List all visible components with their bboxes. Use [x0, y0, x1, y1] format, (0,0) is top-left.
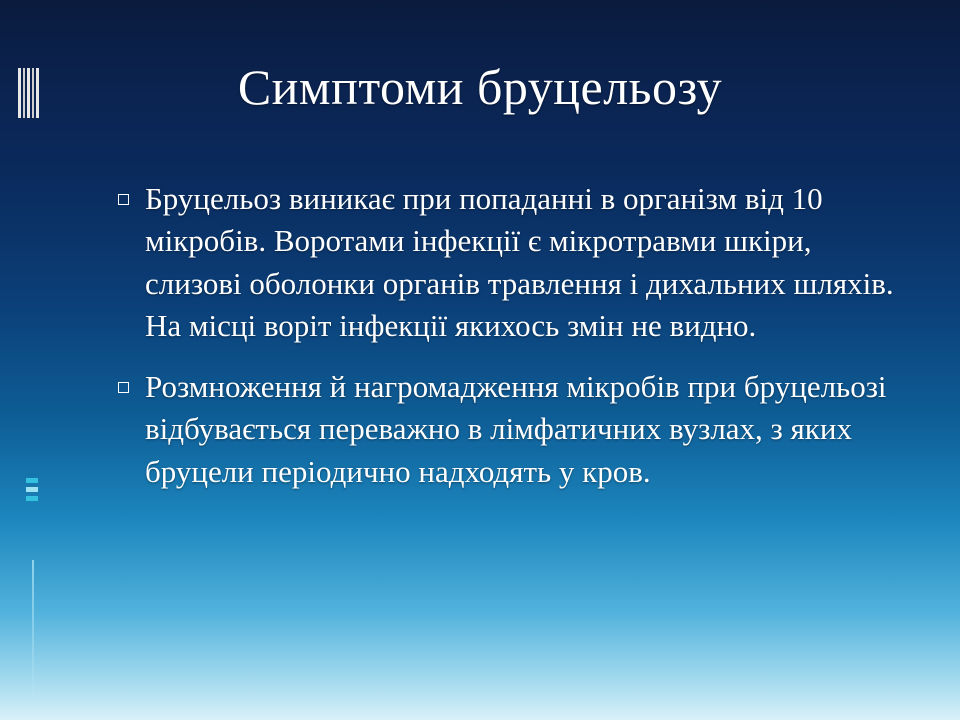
edge-mark-dash	[26, 478, 38, 483]
slide-body	[118, 178, 908, 511]
list-item-text: Розмноження й нагромадження мікробів при бруцельозі відбувається переважно в лімфатичних вузлах, з яких бруцели періодично надходять у кров.	[145, 368, 887, 489]
square-bullet-icon	[118, 382, 129, 393]
list-item-text: Бруцельоз виникає при попаданні в організм від 10 мікробів. Воротами інфекції є мікротравми шкіри, слизові оболонки органів травлення і дихальних шляхів. На місці воріт інфекції якихось змін не видно.	[145, 181, 894, 344]
edge-mark-dash	[26, 487, 38, 492]
list-item	[118, 366, 908, 493]
decorative-edge-marks-middle	[26, 478, 38, 524]
slide-title: Симптоми бруцельозу	[237, 59, 723, 115]
decorative-edge-line	[32, 560, 34, 710]
edge-mark-dash	[26, 496, 38, 501]
list-item	[118, 178, 908, 348]
square-bullet-icon	[118, 194, 129, 205]
